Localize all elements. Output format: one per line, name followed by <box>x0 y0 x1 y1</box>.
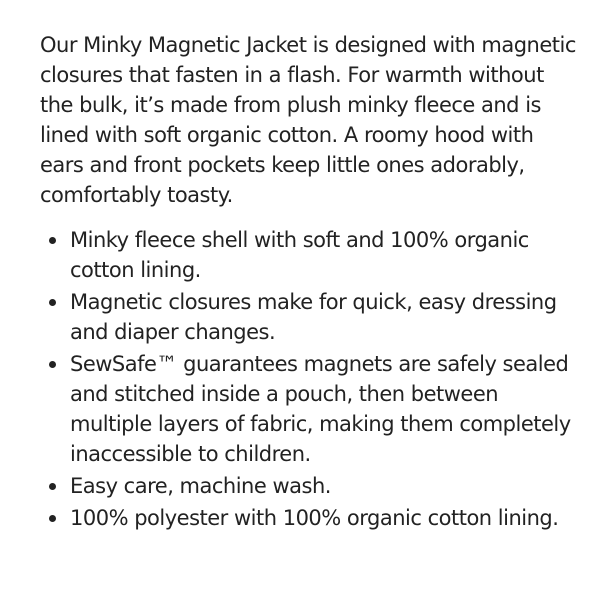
feature-text: Easy care, machine wash. <box>70 474 331 498</box>
feature-text: 100% polyester with 100% organic cotton lining. <box>70 506 559 530</box>
bullet-icon <box>49 361 56 368</box>
feature-text: Magnetic closures make for quick, easy dressing and diaper changes. <box>70 290 557 344</box>
bullet-icon <box>49 515 56 522</box>
list-item <box>40 287 580 347</box>
feature-list <box>40 225 580 533</box>
bullet-icon <box>49 237 56 244</box>
bullet-icon <box>49 299 56 306</box>
list-item <box>40 471 580 501</box>
intro-paragraph: Our Minky Magnetic Jacket is designed with magnetic closures that fasten in a flash. For warmth without the bulk, it’s made from plush minky fleece and is lined with soft organic cotton. A roomy hood with ears and front pockets keep little ones adorably, comfortably toasty. <box>40 33 576 207</box>
product-description <box>40 30 580 535</box>
feature-text: Minky fleece shell with soft and 100% organic cotton lining. <box>70 228 529 282</box>
list-item <box>40 349 580 469</box>
bullet-icon <box>49 483 56 490</box>
list-item <box>40 225 580 285</box>
list-item <box>40 503 580 533</box>
feature-text: SewSafe™ guarantees magnets are safely sealed and stitched inside a pouch, then between multiple layers of fabric, making them completely inaccessible to children. <box>70 352 571 466</box>
